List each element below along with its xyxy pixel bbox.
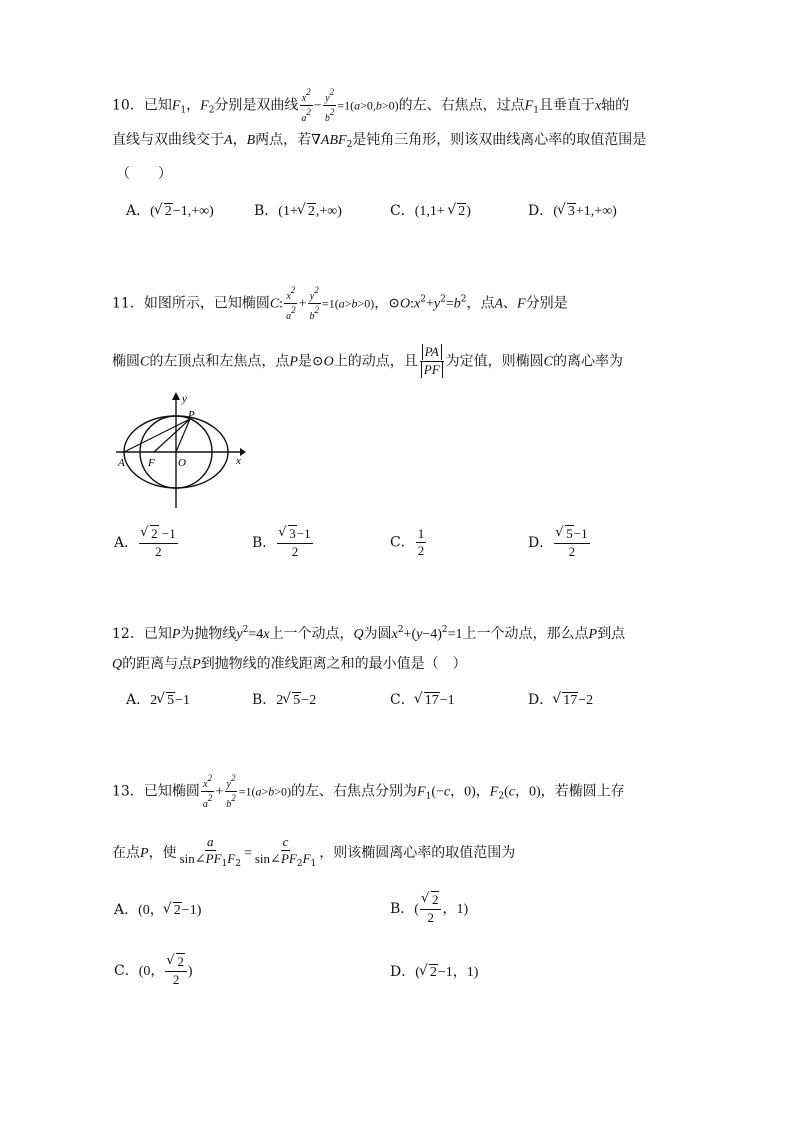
x-axis-arrow	[240, 448, 246, 456]
q13-line1: 13．已知椭圆 $\frac{x^2}{a^2}$ + $\frac{y^2}{b^2}$ =1(a>b>0)的左、右焦点分别为$F_1(-c$，0)，$F_2(c$，0)，若椭圆上存	[112, 773, 625, 810]
q10-text: 两点，若	[255, 132, 312, 148]
q10-point-b: B	[246, 133, 256, 148]
q10-option-c[interactable]: C．(1,1+ √ 2)	[390, 201, 471, 222]
q11-line2: 椭圆C的左顶点和左焦点，点P是⊙O上的动点，且 $\frac{PA}{PF}$ 为定值，则椭圆C的离心率为	[112, 344, 623, 377]
q12-text: 上一个动点，那么点	[462, 626, 589, 642]
q12-text: 为圆	[363, 626, 392, 642]
q10-option-d[interactable]: D．(√ 3+1,+∞)	[528, 201, 617, 222]
q11-ellipse-figure	[112, 388, 248, 512]
q11-option-c[interactable]: C． $\frac{1}{2}$	[390, 526, 425, 558]
y-axis-arrow	[172, 392, 180, 400]
q11-text: 、	[503, 295, 518, 312]
q10-hyperbola-x-frac: $\frac{x^2}{a^2}$	[301, 87, 311, 124]
q11-text: ，点	[466, 295, 495, 312]
q13-option-d[interactable]: D．(√ 2−1，1)	[390, 962, 478, 983]
q11-number: 11．	[112, 295, 144, 312]
q12-number: 12．	[112, 626, 144, 642]
q10-number: 10．	[112, 97, 144, 114]
q12-text: 已知	[143, 626, 172, 642]
q11-option-a[interactable]: A． √ $\frac{2 -1}{2}$	[114, 526, 179, 560]
label-y: y	[182, 393, 187, 405]
q11-line1: 11．如图所示，已知椭圆C: $\frac{x^2}{a^2}$ + $\frac{y^2}{b^2}$ =1(a>b>0)，$⊙O:x^2+y^2=b^2$，点A、F分别是	[112, 285, 568, 322]
q13-text: ，若椭圆上存	[540, 783, 625, 800]
q11-text: 的左顶点和左焦点，点	[149, 353, 290, 370]
q12-option-a[interactable]: A．2√ 5−1	[126, 690, 190, 711]
q12-text: 的距离与点	[122, 656, 193, 672]
q12-line1: 12．已知P为抛物线$y^2=4x$上一个动点，Q为圆$x^2+(y-4)^2=1$上一个动点，那么点P到点	[112, 625, 626, 642]
label-p: P	[188, 409, 195, 421]
q13-sine-ratio-right: $\frac{c}{\sin\angle PF_2F_1}$	[254, 834, 317, 869]
q10-line2: 直线与双曲线交于A，B两点，若$\nabla ABF_2$是钝角三角形，则该双曲线离心率的取值范围是	[112, 132, 647, 150]
segment-pa	[124, 419, 190, 452]
label-f: F	[148, 457, 155, 469]
q13-text: ，使	[148, 845, 177, 861]
q11-text: 椭圆	[112, 353, 140, 370]
q10-text: 是钝角三角形，则该双曲线离心率的取值范围是	[352, 132, 647, 148]
q12-line2: Q的距离与点P到抛物线的准线距离之和的最小值是（ ）	[112, 656, 467, 672]
q11-text: 上的动点，且	[333, 353, 418, 370]
q11-text: 是	[297, 353, 312, 370]
q10-text: 分别是双曲线	[214, 97, 299, 114]
q12-option-c[interactable]: C．√ 17−1	[390, 690, 455, 711]
q10-paren: （ ）	[116, 166, 172, 182]
q11-ratio-frac: $\frac{PA}{PF}$	[419, 344, 445, 379]
q12-text: 到点	[597, 626, 626, 642]
q13-line2: 在点P，使 $\frac{a}{\sin\angle PF_1F_2}$ = $\frac{c}{\sin\angle PF_2F_1}$ ，则该椭圆离心率的取值范围为	[112, 834, 515, 872]
segment-po	[176, 419, 190, 452]
q10-option-a[interactable]: A．(√ 2−1,+∞)	[126, 201, 214, 222]
q13-text: 在点	[112, 845, 140, 861]
q10-text: 直线与双曲线交于	[112, 132, 224, 148]
q11-text: 为定值，则椭圆	[445, 353, 544, 370]
label-a: A	[118, 457, 125, 469]
q11-option-b[interactable]: B． √ $\frac{3-1}{2}$	[252, 526, 314, 560]
q13-sine-ratio-left: $\frac{a}{\sin\angle PF_1F_2}$	[179, 834, 241, 869]
q13-text: 的左、右焦点分别为	[291, 783, 418, 800]
q12-text: 上一个动点，	[269, 626, 354, 642]
q12-text: 到抛物线的准线距离之和的最小值是（ ）	[200, 656, 467, 672]
segment-pf	[154, 419, 190, 452]
q13-option-a[interactable]: A．(0，√ 2−1)	[114, 900, 201, 921]
q10-line1: 10．已知$F_1$，$F_2$分别是双曲线 $\frac{x^2}{a^2}$ − $\frac{y^2}{b^2}$ =1(a>0,b>0)的左、右焦点，过点$F_1$且垂直于x轴的	[112, 87, 630, 124]
q12-option-d[interactable]: D．√ 17−2	[528, 690, 593, 711]
q10-text: 且垂直于	[538, 97, 595, 114]
q10-x-var: x	[594, 98, 602, 114]
q10-text: 轴的	[601, 97, 630, 114]
q11-text: 分别是	[525, 295, 568, 312]
q11-text: 如图所示，已知椭圆	[143, 295, 270, 312]
label-o: O	[178, 457, 186, 469]
q10-text: 已知	[143, 97, 172, 114]
label-x: x	[236, 455, 241, 467]
q11-text: 的离心率为	[553, 353, 623, 370]
q10-comma: ，	[186, 97, 201, 114]
q13-number: 13．	[112, 783, 144, 800]
q13-option-c[interactable]: C．(0， √ $\frac{2}{2}$ )	[114, 954, 193, 988]
q13-text: 已知椭圆	[143, 783, 200, 800]
q10-hyperbola-y-frac: $\frac{y^2}{b^2}$	[324, 87, 335, 124]
q11-option-d[interactable]: D． √ $\frac{5-1}{2}$	[528, 526, 591, 560]
q13-text: ，则该椭圆离心率的取值范围为	[319, 845, 516, 861]
q10-option-b[interactable]: B．(1+√ 2,+∞)	[254, 201, 342, 222]
q12-option-b[interactable]: B．2√ 5−2	[252, 690, 316, 711]
q13-option-b[interactable]: B．( √ $\frac{2}{2}$ ，1)	[390, 892, 468, 926]
q10-point-a: A	[224, 133, 233, 148]
q10-triangle: ABF	[320, 133, 347, 148]
q12-text: 为抛物线	[180, 626, 237, 642]
q10-text: 的左、右焦点，过点	[398, 97, 525, 114]
